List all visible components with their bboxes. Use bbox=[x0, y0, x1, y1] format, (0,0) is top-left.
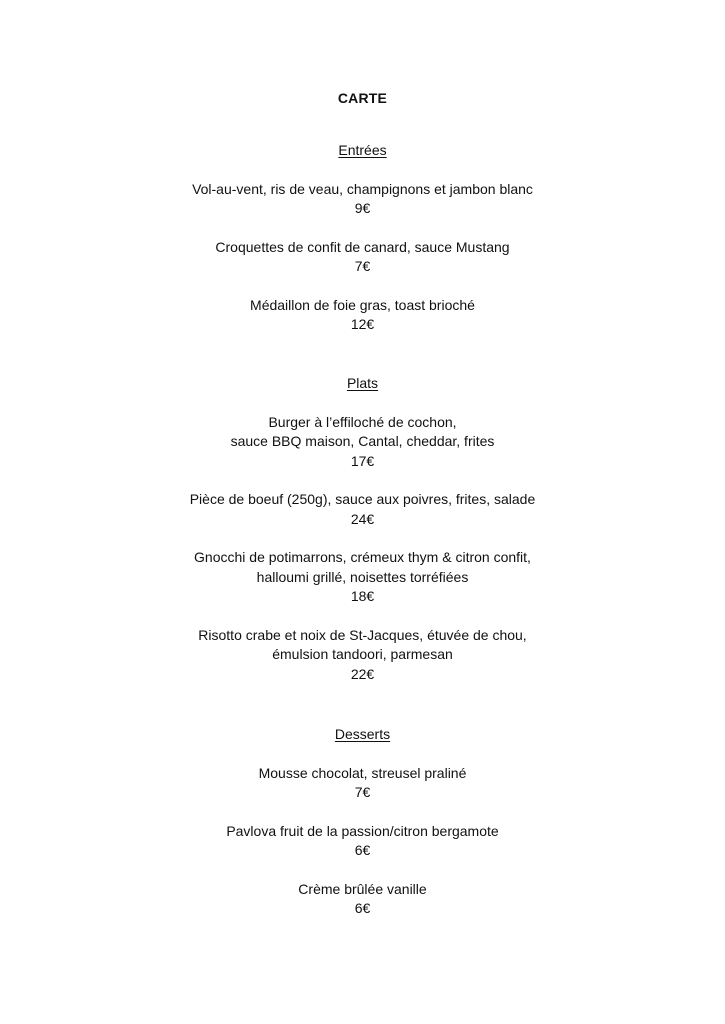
menu-item bbox=[0, 880, 725, 919]
menu-item bbox=[0, 180, 725, 219]
section-entrees bbox=[0, 141, 725, 354]
item-price: 17€ bbox=[350, 452, 375, 469]
section-heading: Entrées bbox=[338, 142, 387, 158]
menu-item bbox=[0, 296, 725, 335]
item-price: 9€ bbox=[354, 200, 371, 216]
menu-item bbox=[0, 413, 725, 472]
section-heading: Plats bbox=[346, 375, 379, 391]
menu-item bbox=[0, 764, 725, 803]
item-description: Croquettes de confit de canard, sauce Mustang bbox=[215, 238, 510, 255]
item-description: Mousse chocolat, streusel praliné bbox=[258, 764, 467, 781]
item-description: Gnocchi de potimarrons, crémeux thym & citron confit, bbox=[194, 549, 531, 565]
item-description: Pièce de boeuf (250g), sauce aux poivres, frites, salade bbox=[189, 491, 536, 507]
item-description: Pavlova fruit de la passion/citron bergamote bbox=[226, 822, 499, 839]
menu-item bbox=[0, 238, 725, 277]
section-desserts bbox=[0, 725, 725, 938]
menu-item bbox=[0, 548, 725, 607]
item-description: halloumi grillé, noisettes torréfiées bbox=[256, 568, 469, 585]
section-heading: Desserts bbox=[334, 726, 391, 742]
menu-item bbox=[0, 490, 725, 529]
item-price: 7€ bbox=[354, 784, 371, 800]
item-description: Vol-au-vent, ris de veau, champignons et jambon blanc bbox=[192, 180, 533, 197]
item-price: 6€ bbox=[354, 900, 371, 916]
item-price: 18€ bbox=[350, 588, 375, 604]
item-price: 6€ bbox=[354, 842, 371, 858]
item-price: 12€ bbox=[350, 316, 375, 332]
item-price: 22€ bbox=[350, 665, 375, 682]
item-description: Crème brûlée vanille bbox=[298, 880, 427, 897]
menu-item bbox=[0, 822, 725, 861]
section-plats bbox=[0, 374, 725, 703]
item-description: Burger à l’effiloché de cochon, bbox=[268, 413, 457, 430]
item-price: 7€ bbox=[354, 258, 371, 274]
item-description: sauce BBQ maison, Cantal, cheddar, frites bbox=[230, 433, 495, 449]
item-description: émulsion tandoori, parmesan bbox=[272, 646, 453, 662]
item-price: 24€ bbox=[350, 510, 375, 527]
menu-title: CARTE bbox=[337, 90, 388, 106]
menu-item bbox=[0, 626, 725, 685]
item-description: Risotto crabe et noix de St-Jacques, étuvée de chou, bbox=[198, 626, 527, 643]
item-description: Médaillon de foie gras, toast brioché bbox=[250, 296, 475, 313]
